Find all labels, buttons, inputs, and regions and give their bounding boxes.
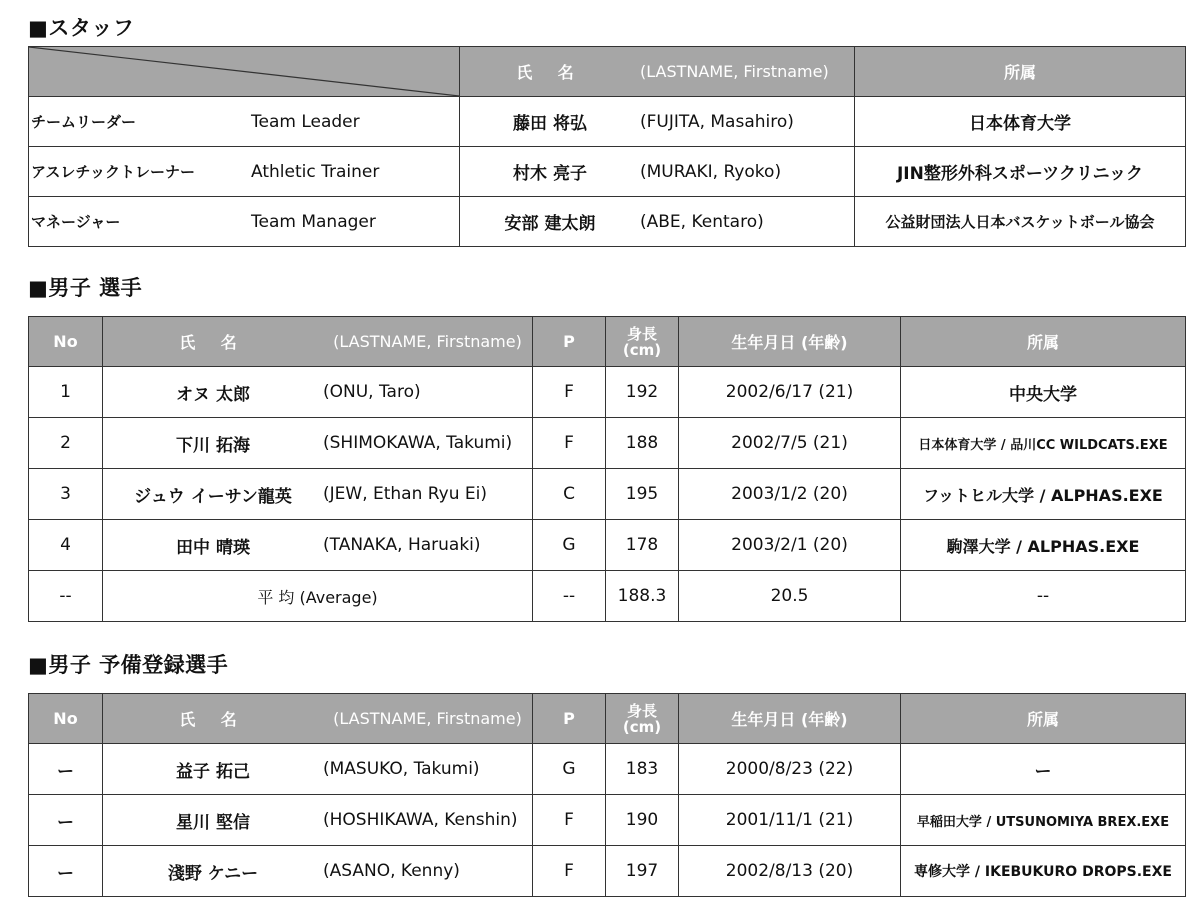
reserves-header-height-label: 身長 xyxy=(626,701,657,720)
staff-name-jp: 安部 建太朗 xyxy=(504,214,596,234)
players-header-height-label: 身長 xyxy=(626,324,657,343)
average-age: 20.5 xyxy=(679,571,901,622)
players-header-name-jp: 氏 名 xyxy=(179,333,247,352)
reserve-row xyxy=(29,795,1186,846)
player-name-en: (TANAKA, Haruaki) xyxy=(323,535,481,555)
player-row xyxy=(29,520,1186,571)
reserves-header-height-unit: (cm) xyxy=(622,717,662,736)
staff-name-jp: 村木 亮子 xyxy=(513,164,587,184)
reserve-height: 183 xyxy=(606,744,679,795)
player-name-jp: 田中 晴瑛 xyxy=(176,537,250,558)
players-header-height xyxy=(606,317,679,367)
reserves-table xyxy=(28,693,1186,897)
players-header-name-en: (LASTNAME, Firstname) xyxy=(333,332,522,351)
players-header-affiliation: 所属 xyxy=(901,317,1186,367)
staff-role-en: Athletic Trainer xyxy=(251,161,380,182)
average-no: -- xyxy=(29,571,103,622)
reserve-height: 190 xyxy=(606,795,679,846)
player-affiliation: 駒澤大学 / ALPHAS.EXE xyxy=(901,520,1186,571)
staff-header-row xyxy=(29,47,1186,97)
staff-name-en: (FUJITA, Masahiro) xyxy=(640,111,794,132)
reserve-row xyxy=(29,744,1186,795)
reserve-position: F xyxy=(533,846,606,897)
staff-header-name-jp: 氏 名 xyxy=(516,63,584,82)
player-birth: 2003/2/1 (20) xyxy=(679,520,901,571)
player-height: 195 xyxy=(606,469,679,520)
players-header-position: P xyxy=(533,317,606,367)
staff-role-jp: マネージャー xyxy=(31,213,121,231)
player-row xyxy=(29,367,1186,418)
staff-row xyxy=(29,97,1186,147)
reserves-header-name xyxy=(103,694,533,744)
reserve-position: F xyxy=(533,795,606,846)
reserves-header-affiliation: 所属 xyxy=(901,694,1186,744)
player-position: F xyxy=(533,367,606,418)
average-height: 188.3 xyxy=(606,571,679,622)
player-position: C xyxy=(533,469,606,520)
staff-role-jp: アスレチックトレーナー xyxy=(31,163,195,181)
player-birth: 2003/1/2 (20) xyxy=(679,469,901,520)
staff-name-en: (ABE, Kentaro) xyxy=(640,211,764,232)
reserves-header-height xyxy=(606,694,679,744)
staff-row xyxy=(29,197,1186,247)
player-height: 192 xyxy=(606,367,679,418)
reserve-birth: 2001/11/1 (21) xyxy=(679,795,901,846)
players-average-row xyxy=(29,571,1186,622)
player-name-en: (SHIMOKAWA, Takumi) xyxy=(323,433,513,453)
player-no: 4 xyxy=(29,520,103,571)
player-row xyxy=(29,469,1186,520)
player-height: 188 xyxy=(606,418,679,469)
reserve-affiliation: ー xyxy=(901,744,1186,795)
reserve-birth: 2000/8/23 (22) xyxy=(679,744,901,795)
player-no: 2 xyxy=(29,418,103,469)
player-name-jp: ジュウ イーサン龍英 xyxy=(134,486,292,507)
players-header-row xyxy=(29,317,1186,367)
reserves-section-title: ■男子 予備登録選手 xyxy=(28,653,229,677)
reserve-name-en: (HOSHIKAWA, Kenshin) xyxy=(323,810,518,830)
reserve-name-jp: 益子 拓己 xyxy=(176,761,250,782)
reserve-name-jp: 星川 堅信 xyxy=(176,812,250,833)
reserve-affiliation: 専修大学 / IKEBUKURO DROPS.EXE xyxy=(901,846,1186,897)
player-height: 178 xyxy=(606,520,679,571)
staff-table xyxy=(28,46,1186,247)
player-affiliation: フットヒル大学 / ALPHAS.EXE xyxy=(901,469,1186,520)
staff-header-name xyxy=(460,47,855,97)
player-birth: 2002/6/17 (21) xyxy=(679,367,901,418)
reserves-header-position: P xyxy=(533,694,606,744)
staff-row xyxy=(29,147,1186,197)
player-name-jp: 下川 拓海 xyxy=(176,435,250,456)
reserve-no: ー xyxy=(29,744,103,795)
reserves-header-birth: 生年月日 (年齢) xyxy=(679,694,901,744)
staff-role-en: Team Leader xyxy=(251,111,360,132)
players-header-height-unit: (cm) xyxy=(622,340,662,359)
player-no: 1 xyxy=(29,367,103,418)
reserve-position: G xyxy=(533,744,606,795)
player-position: G xyxy=(533,520,606,571)
reserves-header-name-jp: 氏 名 xyxy=(179,710,247,729)
reserve-name-jp: 淺野 ケニー xyxy=(167,863,259,884)
staff-header-diagonal xyxy=(29,47,460,97)
average-label: 平 均 (Average) xyxy=(103,571,533,622)
staff-header-name-en: (LASTNAME, Firstname) xyxy=(640,62,829,81)
reserves-header-name-en: (LASTNAME, Firstname) xyxy=(333,709,522,728)
staff-header-affiliation: 所属 xyxy=(855,47,1186,97)
staff-role-en: Team Manager xyxy=(251,211,376,232)
reserve-no: ー xyxy=(29,795,103,846)
staff-name-en: (MURAKI, Ryoko) xyxy=(640,161,782,182)
reserve-name-en: (MASUKO, Takumi) xyxy=(323,759,480,779)
staff-role-jp: チームリーダー xyxy=(31,113,137,131)
player-affiliation: 日本体育大学 / 品川CC WILDCATS.EXE xyxy=(901,418,1186,469)
staff-section-title: ■スタッフ xyxy=(28,16,135,40)
player-row xyxy=(29,418,1186,469)
players-table xyxy=(28,316,1186,622)
players-header-birth: 生年月日 (年齢) xyxy=(679,317,901,367)
average-position: -- xyxy=(533,571,606,622)
player-affiliation: 中央大学 xyxy=(901,367,1186,418)
reserves-header-row xyxy=(29,694,1186,744)
player-name-en: (JEW, Ethan Ryu Ei) xyxy=(323,484,487,504)
reserves-header-no: No xyxy=(29,694,103,744)
player-position: F xyxy=(533,418,606,469)
players-header-no: No xyxy=(29,317,103,367)
reserve-birth: 2002/8/13 (20) xyxy=(679,846,901,897)
reserve-height: 197 xyxy=(606,846,679,897)
staff-affiliation: 日本体育大学 xyxy=(855,97,1186,147)
average-affiliation: -- xyxy=(901,571,1186,622)
reserve-row xyxy=(29,846,1186,897)
players-header-name xyxy=(103,317,533,367)
players-section-title: ■男子 選手 xyxy=(28,276,143,300)
reserve-name-en: (ASANO, Kenny) xyxy=(323,861,460,881)
player-no: 3 xyxy=(29,469,103,520)
reserve-affiliation: 早稲田大学 / UTSUNOMIYA BREX.EXE xyxy=(901,795,1186,846)
staff-affiliation: JIN整形外科スポーツクリニック xyxy=(855,147,1186,197)
player-name-en: (ONU, Taro) xyxy=(323,382,421,402)
player-birth: 2002/7/5 (21) xyxy=(679,418,901,469)
staff-name-jp: 藤田 将弘 xyxy=(513,114,587,134)
staff-affiliation: 公益財団法人日本バスケットボール協会 xyxy=(855,197,1186,247)
player-name-jp: オヌ 太郎 xyxy=(176,384,250,405)
reserve-no: ー xyxy=(29,846,103,897)
